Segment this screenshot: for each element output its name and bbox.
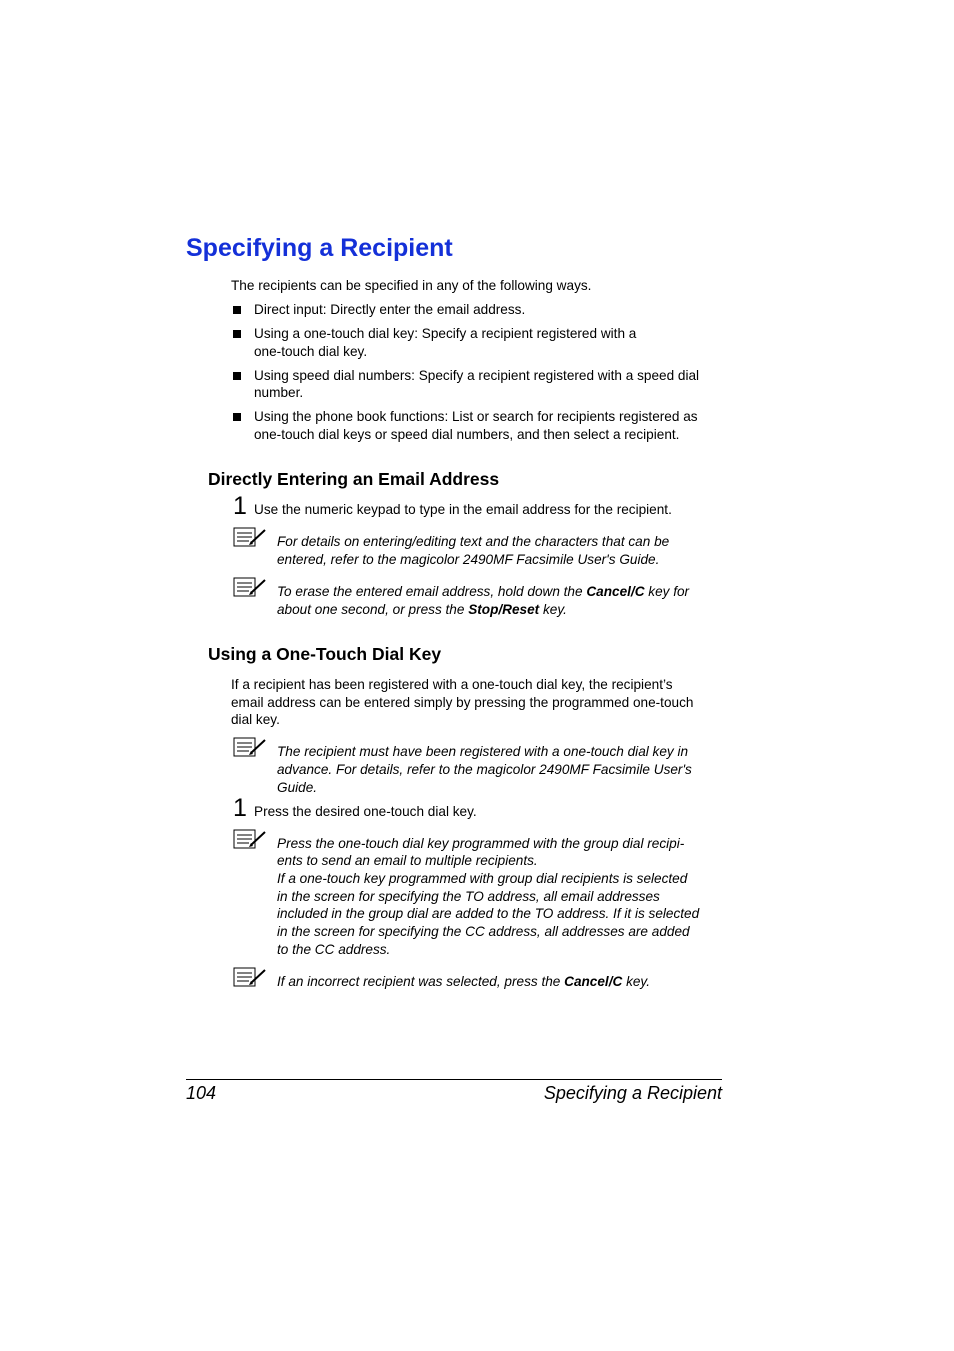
section-heading-email: Directly Entering an Email Address [208, 469, 500, 489]
note-text: If an incorrect recipient was selected, press the Cancel/C key. [277, 974, 650, 989]
page-title: Specifying a Recipient [186, 234, 453, 262]
list-item-cont: number. [254, 385, 304, 400]
note-text: Guide. [277, 780, 318, 795]
footer-divider [186, 1079, 722, 1080]
note-icon [233, 966, 267, 988]
note-text: ents to send an email to multiple recipients. [277, 853, 538, 868]
intro-text: The recipients can be specified in any of the following ways. [231, 278, 592, 293]
paragraph-text: dial key. [231, 712, 280, 727]
note-text: The recipient must have been registered with a one-touch dial key in [277, 744, 689, 759]
section-heading-one-touch: Using a One-Touch Dial Key [208, 644, 442, 664]
note-icon [233, 526, 267, 548]
note-text: in the screen for specifying the CC address, all addresses are added [277, 924, 690, 939]
note-text: entered, refer to the magicolor 2490MF Facsimile User's Guide. [277, 552, 660, 567]
paragraph-text: If a recipient has been registered with a one-touch dial key, the recipient’s [231, 677, 673, 692]
bullet-marker-icon [233, 330, 241, 338]
footer-section-title: Specifying a Recipient [543, 1083, 722, 1103]
step-number: 1 [233, 492, 247, 520]
list-item-cont: one-touch dial keys or speed dial numbers, and then select a recipient. [254, 427, 680, 442]
note-text: If a one-touch key programmed with group dial recipients is selected [277, 871, 688, 886]
step-text: Use the numeric keypad to type in the email address for the recipient. [254, 502, 672, 517]
step-text: Press the desired one-touch dial key. [254, 804, 477, 819]
note-text: To erase the entered email address, hold down the Cancel/C key for [277, 584, 690, 599]
paragraph-text: email address can be entered simply by pressing the programmed one-touch [231, 695, 694, 710]
list-item: Direct input: Directly enter the email address. [254, 302, 526, 317]
page-number: 104 [186, 1083, 217, 1103]
list-item-cont: one-touch dial key. [254, 344, 368, 359]
note-text: advance. For details, refer to the magicolor 2490MF Facsimile User's [277, 762, 692, 777]
bullet-marker-icon [233, 306, 241, 314]
bullet-marker-icon [233, 413, 241, 421]
note-text: to the CC address. [277, 942, 391, 957]
note-icon [233, 576, 267, 598]
list-item: Using speed dial numbers: Specify a recipient registered with a speed dial [254, 368, 700, 383]
note-text: about one second, or press the Stop/Reset key. [277, 602, 567, 617]
list-item: Using a one-touch dial key: Specify a recipient registered with a [254, 326, 637, 341]
step-number: 1 [233, 794, 247, 822]
note-text: in the screen for specifying the TO address, all email addresses [277, 889, 660, 904]
note-icon [233, 736, 267, 758]
bullet-marker-icon [233, 372, 241, 380]
list-item: Using the phone book functions: List or search for recipients registered as [254, 409, 698, 424]
note-text: included in the group dial are added to the TO address. If it is selected [277, 906, 700, 921]
note-text: For details on entering/editing text and the characters that can be [277, 534, 670, 549]
note-text: Press the one-touch dial key programmed with the group dial recipi- [277, 836, 685, 851]
note-icon [233, 828, 267, 850]
